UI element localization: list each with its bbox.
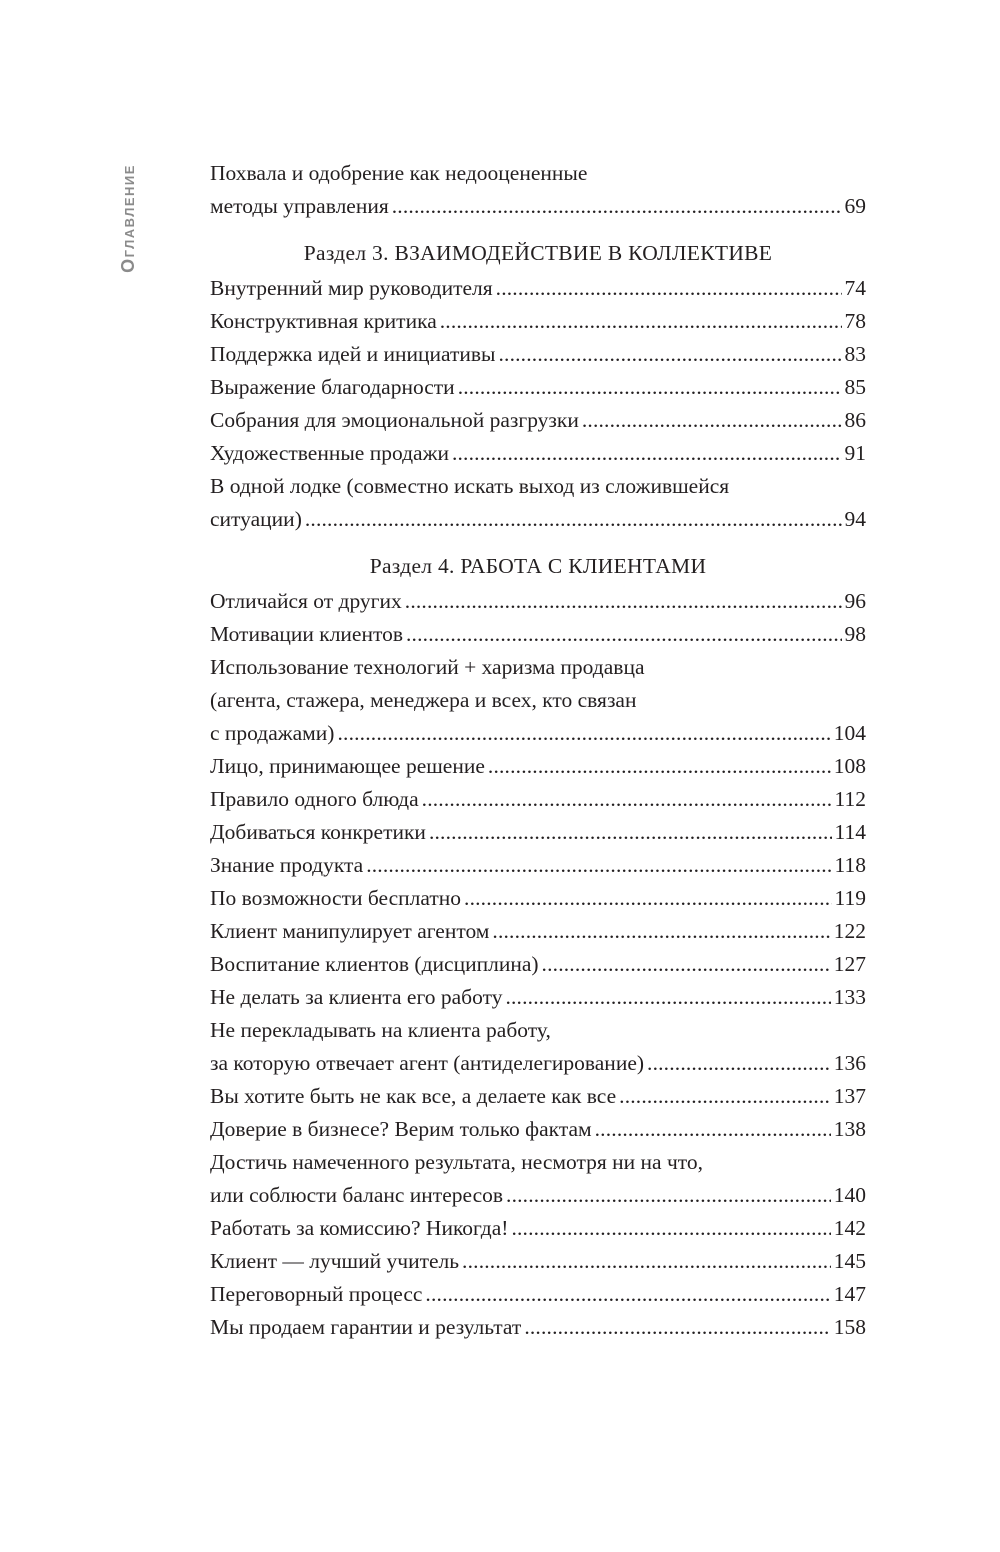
toc-page-number: 74 xyxy=(844,276,866,300)
toc-entry-title-line: Не перекладывать на клиента работу, xyxy=(210,1018,551,1042)
toc-page-number: 83 xyxy=(844,342,866,366)
toc-entry[interactable] xyxy=(210,1014,866,1080)
dot-leader xyxy=(506,1179,831,1212)
toc-page-number: 118 xyxy=(834,853,866,877)
toc-entry[interactable] xyxy=(210,1278,866,1311)
toc-entry-title-line: Похвала и одобрение как недооцененные xyxy=(210,161,588,185)
dot-leader xyxy=(422,783,832,816)
dot-leader xyxy=(488,750,831,783)
toc-page-number: 127 xyxy=(833,952,866,976)
toc-entry[interactable] xyxy=(210,338,866,371)
toc-entry-title: методы управления xyxy=(210,194,389,218)
toc-page-number: 104 xyxy=(833,721,866,745)
toc-entry[interactable] xyxy=(210,157,866,223)
toc-entry-line xyxy=(210,1047,866,1080)
toc-entry-title: Работать за комиссию? Никогда! xyxy=(210,1216,509,1240)
toc-entry-title: ситуации) xyxy=(210,507,302,531)
toc-entry-line xyxy=(210,503,866,536)
toc-page-number: 86 xyxy=(844,408,866,432)
toc-entry-line xyxy=(210,1245,866,1278)
dot-leader xyxy=(458,371,842,404)
toc-entry-title: Клиент манипулирует агентом xyxy=(210,919,490,943)
toc-entry[interactable] xyxy=(210,915,866,948)
toc-entry[interactable] xyxy=(210,585,866,618)
toc-page-number: 108 xyxy=(833,754,866,778)
toc-entry-line xyxy=(210,437,866,470)
dot-leader xyxy=(542,948,831,981)
toc-entry[interactable] xyxy=(210,750,866,783)
toc-entry-line xyxy=(210,981,866,1014)
dot-leader xyxy=(337,717,830,750)
toc-entry-title: Конструктивная критика xyxy=(210,309,437,333)
toc-entry[interactable] xyxy=(210,849,866,882)
toc-entry[interactable] xyxy=(210,1113,866,1146)
toc-entry-line xyxy=(210,882,866,915)
running-head-vertical xyxy=(113,148,143,288)
dot-leader xyxy=(405,585,842,618)
toc-entry-line xyxy=(210,371,866,404)
toc-entry-line xyxy=(210,272,866,305)
toc-page-number: 119 xyxy=(834,886,866,910)
toc-entry-line xyxy=(210,816,866,849)
toc-entry-line xyxy=(210,190,866,223)
toc-entry-title: Собрания для эмоциональной разгрузки xyxy=(210,408,579,432)
toc-page-number: 94 xyxy=(844,507,866,531)
toc-page-number: 91 xyxy=(844,441,866,465)
toc-entry[interactable] xyxy=(210,1146,866,1212)
toc-entry[interactable] xyxy=(210,618,866,651)
toc-entry-title-line: Достичь намеченного результата, несмотря ни на что, xyxy=(210,1150,704,1174)
toc-entry-title: Лицо, принимающее решение xyxy=(210,754,485,778)
dot-leader xyxy=(505,981,830,1014)
section-spacer xyxy=(210,223,866,237)
section-heading: Раздел 3. ВЗАИМОДЕЙСТВИЕ В КОЛЛЕКТИВЕ xyxy=(303,241,773,265)
toc-entry[interactable] xyxy=(210,1311,866,1344)
toc-entry[interactable] xyxy=(210,470,866,536)
toc-entry-title: Не делать за клиента его работу xyxy=(210,985,503,1009)
toc-entry-title-line: Использование технологий + харизма продавца xyxy=(210,655,645,679)
toc-page-number: 96 xyxy=(844,589,866,613)
toc-entry-line xyxy=(210,1113,866,1146)
toc-page-number: 112 xyxy=(834,787,866,811)
dot-leader xyxy=(595,1113,831,1146)
toc-entry[interactable] xyxy=(210,272,866,305)
toc-entry[interactable] xyxy=(210,783,866,816)
dot-leader xyxy=(524,1311,830,1344)
toc-entry[interactable] xyxy=(210,882,866,915)
toc-page-number: 147 xyxy=(833,1282,866,1306)
toc-entry-title-line: В одной лодке (совместно искать выход из сложившейся xyxy=(210,474,730,498)
toc-entry-line xyxy=(210,915,866,948)
toc-entry[interactable] xyxy=(210,404,866,437)
toc-entry-line xyxy=(210,618,866,651)
toc-entry[interactable] xyxy=(210,1080,866,1113)
toc-entry[interactable] xyxy=(210,1245,866,1278)
toc-page-number: 145 xyxy=(833,1249,866,1273)
toc-page-number: 140 xyxy=(833,1183,866,1207)
toc-page-number: 98 xyxy=(844,622,866,646)
dot-leader xyxy=(452,437,842,470)
toc-entry-title: Выражение благодарности xyxy=(210,375,455,399)
toc-entry-title-line: (агента, стажера, менеджера и всех, кто связан xyxy=(210,688,637,712)
toc-entry-line xyxy=(210,338,866,371)
dot-leader xyxy=(305,503,842,536)
dot-leader xyxy=(392,190,842,223)
toc-entry[interactable] xyxy=(210,981,866,1014)
toc-entry-title: Поддержка идей и инициативы xyxy=(210,342,496,366)
toc-entry-title: Вы хотите быть не как все, а делаете как все xyxy=(210,1084,617,1108)
dot-leader xyxy=(406,618,842,651)
running-head-text: Оглавление xyxy=(117,163,138,273)
toc-entry[interactable] xyxy=(210,305,866,338)
toc-entry-line xyxy=(210,404,866,437)
toc-entry-line xyxy=(210,1179,866,1212)
toc-entry-line xyxy=(210,1080,866,1113)
dot-leader xyxy=(464,882,832,915)
toc-page-number: 138 xyxy=(833,1117,866,1141)
dot-leader xyxy=(492,915,830,948)
toc-entry-line xyxy=(210,585,866,618)
toc-entry-line xyxy=(210,849,866,882)
toc-entry[interactable] xyxy=(210,371,866,404)
toc-page-number: 158 xyxy=(833,1315,866,1339)
toc-entry-title: с продажами) xyxy=(210,721,335,745)
toc-entry[interactable] xyxy=(210,816,866,849)
toc-page-number: 137 xyxy=(833,1084,866,1108)
toc-page-number: 122 xyxy=(833,919,866,943)
toc-entry-line xyxy=(210,1311,866,1344)
toc-page-number: 85 xyxy=(844,375,866,399)
toc-page-number: 136 xyxy=(833,1051,866,1075)
toc-entry-title: Клиент — лучший учитель xyxy=(210,1249,460,1273)
dot-leader xyxy=(366,849,831,882)
toc-entry[interactable] xyxy=(210,948,866,981)
toc-entry-title: Мы продаем гарантии и результат xyxy=(210,1315,522,1339)
toc-entry-title: Воспитание клиентов (дисциплина) xyxy=(210,952,539,976)
toc-entry-line xyxy=(210,1278,866,1311)
dot-leader xyxy=(462,1245,831,1278)
toc-entry-line xyxy=(210,717,866,750)
dot-leader xyxy=(440,305,842,338)
dot-leader xyxy=(511,1212,830,1245)
toc-page-number: 114 xyxy=(834,820,866,844)
table-of-contents xyxy=(210,157,866,1344)
toc-entry[interactable] xyxy=(210,1212,866,1245)
dot-leader xyxy=(429,816,832,849)
toc-entry-title: Мотивации клиентов xyxy=(210,622,403,646)
section-heading: Раздел 4. РАБОТА С КЛИЕНТАМИ xyxy=(369,554,707,578)
toc-entry-title: Художественные продажи xyxy=(210,441,449,465)
dot-leader xyxy=(647,1047,831,1080)
toc-entry-title: Добиваться конкретики xyxy=(210,820,426,844)
toc-entry-line xyxy=(210,305,866,338)
toc-entry[interactable] xyxy=(210,651,866,750)
toc-entry-title: Внутренний мир руководителя xyxy=(210,276,493,300)
toc-entry[interactable] xyxy=(210,437,866,470)
toc-entry-title: за которую отвечает агент (антиделегирование) xyxy=(210,1051,645,1075)
toc-entry-title: Отличайся от других xyxy=(210,589,402,613)
dot-leader xyxy=(582,404,842,437)
toc-entry-title: Переговорный процесс xyxy=(210,1282,423,1306)
toc-entry-line xyxy=(210,783,866,816)
dot-leader xyxy=(425,1278,830,1311)
toc-entry-title: Знание продукта xyxy=(210,853,364,877)
section-spacer xyxy=(210,536,866,550)
toc-entry-title: Доверие в бизнесе? Верим только фактам xyxy=(210,1117,592,1141)
dot-leader xyxy=(619,1080,831,1113)
toc-entry-title: или соблюсти баланс интересов xyxy=(210,1183,504,1207)
dot-leader xyxy=(496,272,842,305)
toc-entry-line xyxy=(210,948,866,981)
toc-page-number: 69 xyxy=(844,194,866,218)
toc-page-number: 142 xyxy=(833,1216,866,1240)
toc-entry-line xyxy=(210,1212,866,1245)
toc-entry-title: По возможности бесплатно xyxy=(210,886,462,910)
toc-entry-title: Правило одного блюда xyxy=(210,787,419,811)
dot-leader xyxy=(498,338,841,371)
toc-page-number: 133 xyxy=(833,985,866,1009)
toc-entry-line xyxy=(210,750,866,783)
toc-page-number: 78 xyxy=(844,309,866,333)
